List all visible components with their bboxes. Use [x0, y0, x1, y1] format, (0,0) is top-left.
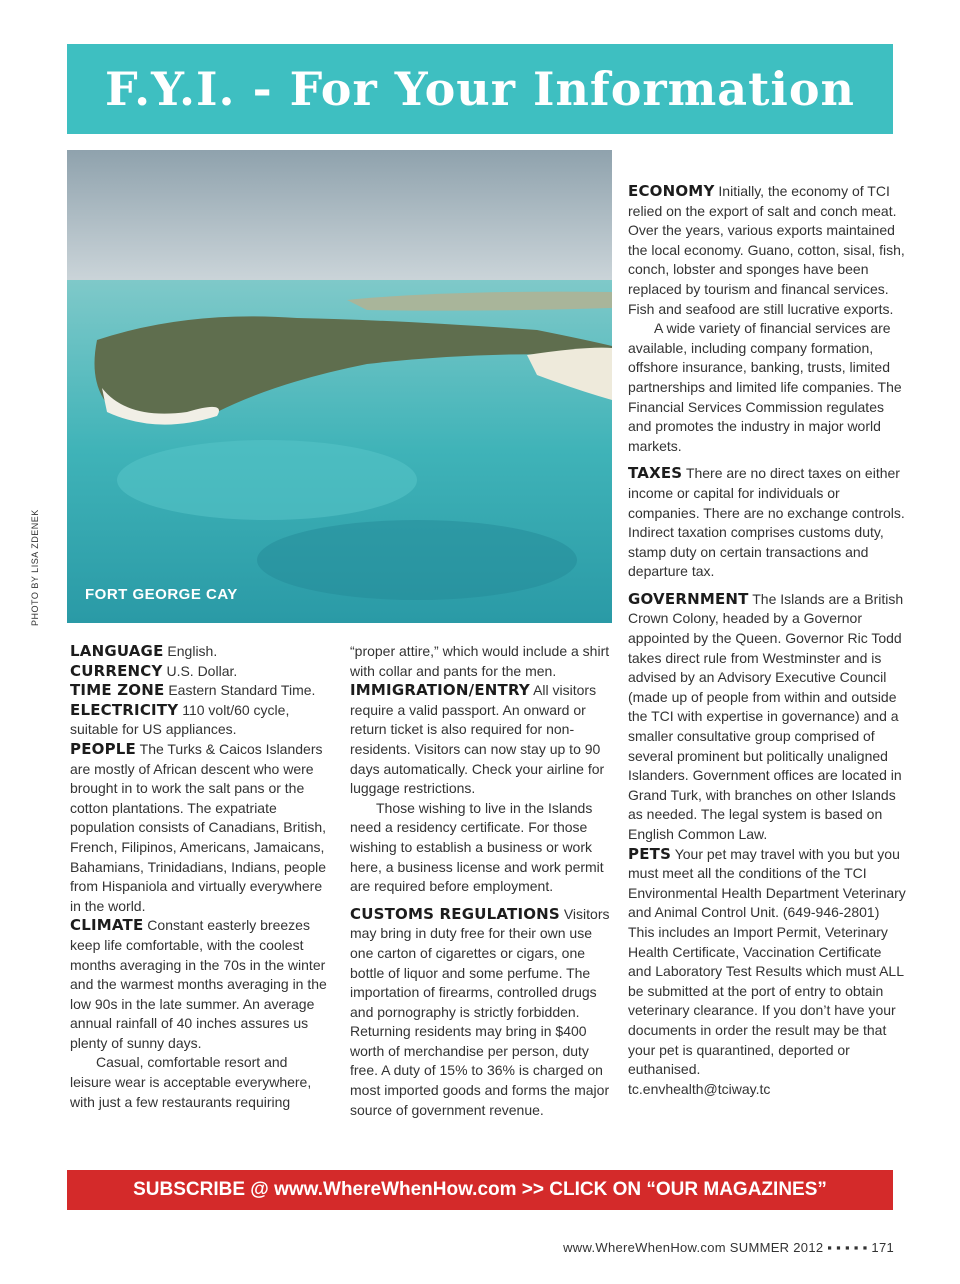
immigration-heading: IMMIGRATION/ENTRY [350, 681, 530, 700]
electricity-entry [70, 701, 328, 740]
title-banner [67, 44, 893, 134]
timezone-heading: TIME ZONE [70, 681, 165, 700]
language-text: English. [167, 643, 218, 659]
pets-email-link[interactable]: tc.envhealth@tciway.tc [628, 1080, 771, 1097]
climate-entry [70, 916, 328, 1053]
page-title: F.Y.I. - For Your Information [105, 62, 855, 116]
taxes-entry [628, 464, 906, 582]
customs-entry [350, 905, 612, 1121]
immigration-text: All visitors require a valid passport. An onward or return ticket is also required for non-residents. Visitors can now stay up to 90 days automatically. Check your airline for luggage restrictions. [350, 682, 605, 797]
page-footer: www.WhereWhenHow.com SUMMER 2012 ▪ ▪ ▪ ▪ ▪ 171 [563, 1240, 894, 1255]
subscribe-text[interactable]: SUBSCRIBE @ www.WhereWhenHow.com >> CLICK ON “OUR MAGAZINES” [133, 1179, 827, 1200]
climate-heading: CLIMATE [70, 916, 144, 935]
economy-heading: ECONOMY [628, 182, 715, 200]
electricity-heading: ELECTRICITY [70, 700, 179, 719]
timezone-text: Eastern Standard Time. [168, 682, 316, 699]
language-heading: LANGUAGE [70, 642, 164, 660]
taxes-heading: TAXES [628, 464, 683, 483]
taxes-text: There are no direct taxes on either income or capital for individuals or companies. There are no exchange controls. Indirect taxation comprises customs duty, stamp duty on certain transactions and departure tax. [628, 465, 905, 580]
currency-text: U.S. Dollar. [166, 662, 238, 679]
attire-text: Casual, comfortable resort and leisure wear is acceptable everywhere, with just a few restaurants requiring [70, 1054, 312, 1110]
column-right [628, 182, 906, 1099]
economy-entry [628, 182, 906, 319]
island-photo-image [67, 150, 612, 623]
customs-heading: CUSTOMS REGULATIONS [350, 904, 560, 923]
people-heading: PEOPLE [70, 739, 136, 758]
government-text: The Islands are a British Crown Colony, headed by a Governor appointed by the Queen. Governor Ric Todd takes direct rule from Westminster and is advised by an Advisory Executive Council (made up of people from within and outside the TCI with expertise in governance) and a smaller consultative group comprised of several prominent but politically unaligned Islanders. Government offices are located in Grand Turk, with branches on other Islands as needed. The legal system is based on English Common Law. [628, 590, 904, 842]
currency-heading: CURRENCY [70, 661, 163, 680]
aerial-photo [67, 150, 612, 623]
pets-heading: PETS [628, 844, 672, 863]
pets-entry [628, 845, 906, 1080]
economy-text: Initially, the economy of TCI relied on the export of salt and conch meat. Over the years, various exports maintained the local economy. Guano, cotton, sisal, fish, conch, lobster and sponges have been replaced by tourism and financal services. Fish and seafood are still lucrative exports. [628, 183, 905, 317]
language-entry [70, 642, 328, 662]
electricity-text: 110 volt/60 cycle, suitable for US appliances. [70, 701, 290, 738]
photo-caption: FORT GEORGE CAY [85, 586, 238, 603]
people-entry [70, 740, 328, 916]
currency-entry [70, 662, 328, 682]
climate-text: Constant easterly breezes keep life comfortable, with the coolest months averaging in the 70s in the winter and the warmest months averaging in the low 90s in the late summer. An average annual rainfall of 40 inches assures us plenty of sunny days. [70, 917, 327, 1051]
government-heading: GOVERNMENT [628, 589, 749, 608]
timezone-entry [70, 681, 328, 701]
people-text: The Turks & Caicos Islanders are mostly of African descent who were brought in to work the salt pans or the cotton plantations. The expatriate population consists of Canadians, British, French, Filipinos, Americans, Jamaicans, Bahamians, Trinidadians, Indians, people from Hispaniola and virtually everywhere in the world. [70, 740, 327, 914]
column-middle [350, 642, 612, 1120]
immigration-entry [350, 681, 612, 799]
photo-credit: PHOTO BY LISA ZDENEK [30, 509, 40, 626]
government-entry [628, 590, 906, 845]
pets-text: Your pet may travel with you but you must meet all the conditions of the TCI Environmental Health Department Veterinary and Animal Control Unit. (649-946-2801) This includes an Import Permit, Veterinary Health Certificate, Vaccination Certificate and Laboratory Test Results which must ALL be submitted at the port of entry to obtain veterinary clearance. If you don’t have your documents in order the result may be that your pet is quarantined, deported or euthanised. [628, 845, 906, 1078]
attire-continued: “proper attire,” which would include a shirt with collar and pants for the men. [350, 643, 610, 679]
residency-text: Those wishing to live in the Islands need a residency certificate. For those wishing to establish a business or work here, a business license and work permit are required before employment. [350, 799, 604, 895]
financial-text: A wide variety of financial services are available, including company formation, offshore insurance, banking, trusts, limited partnerships and limited life companies. The Financial Services Commission regulates and promotes the industry in major world markets. [628, 320, 902, 454]
subscribe-banner[interactable] [67, 1170, 893, 1210]
customs-text: Visitors may bring in duty free for their own use one carton of cigarettes or cigars, one bottle of liquor and some perfume. The importation of firearms, controlled drugs and pornography is strictly forbidden. Returning residents may bring in $400 worth of merchandise per person, duty free. A duty of 15% to 36% is charged on most imported goods and forms the major source of government revenue. [350, 905, 610, 1118]
column-left [70, 642, 328, 1112]
